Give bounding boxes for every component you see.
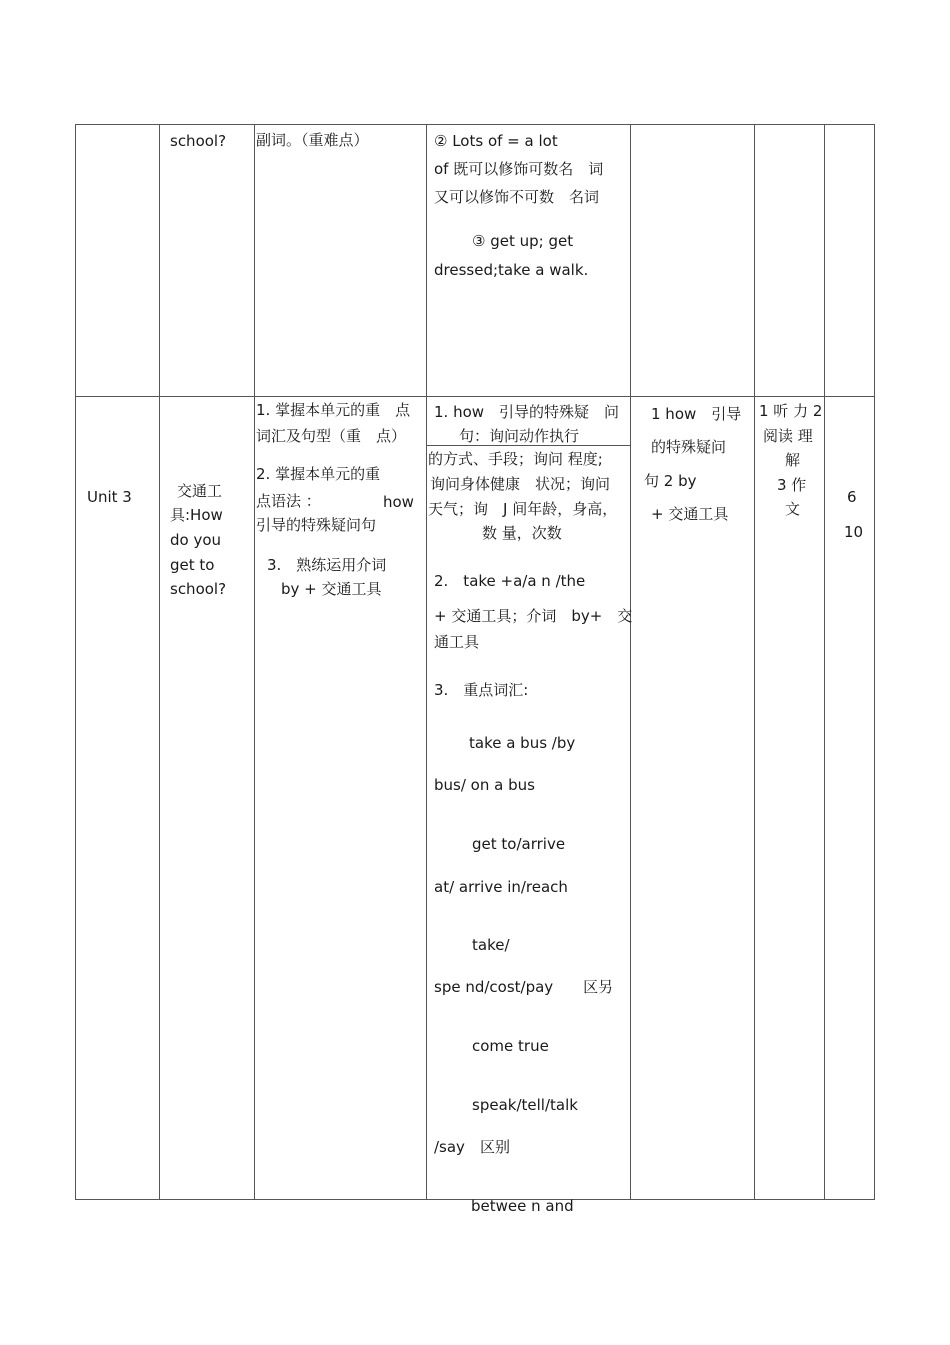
unit-title-line: school? xyxy=(170,580,227,598)
row1-title: school? xyxy=(170,132,227,150)
column-divider xyxy=(630,124,631,1200)
skill-line: 3 作 xyxy=(777,476,807,494)
objective-line: 点语法 ： xyxy=(256,492,321,510)
point-line: 3. 重点词汇: xyxy=(434,681,529,699)
row1-point: 又可以修饰不可数 名词 xyxy=(434,188,600,206)
point-line: + 交通工具；介词 by+ 交 xyxy=(434,607,633,625)
column-divider xyxy=(254,124,255,1200)
hours-value: 6 xyxy=(847,488,857,506)
column-divider xyxy=(754,124,755,1200)
unit-title-line: 交通工 xyxy=(177,482,223,500)
row-divider xyxy=(75,396,875,397)
objective-line: 3. 熟练运用介词 xyxy=(267,556,387,574)
difficulty-line: 1 how 引导 xyxy=(651,405,742,423)
points-inner-divider xyxy=(427,445,630,446)
row1-point: ② Lots of = a lot xyxy=(434,132,558,150)
skill-line: 1 听 力 2 xyxy=(759,402,823,420)
difficulty-line: + 交通工具 xyxy=(651,505,729,523)
difficulty-line: 句 2 by xyxy=(644,472,697,490)
column-divider xyxy=(824,124,825,1200)
objective-line: how xyxy=(383,493,414,511)
point-line: at/ arrive in/reach xyxy=(434,878,568,896)
hours-value: 10 xyxy=(844,523,864,541)
point-line: 2. take +a/a n /the xyxy=(434,572,586,590)
skill-line: 阅读 理 xyxy=(763,427,813,445)
point-line: 1. how 引导的特殊疑 问 xyxy=(434,403,620,421)
unit-label: Unit 3 xyxy=(87,488,132,506)
table-border-top xyxy=(75,124,875,125)
point-line: 句：询问动作执行 xyxy=(459,427,580,445)
point-line: 通工具 xyxy=(434,633,480,651)
column-divider xyxy=(874,124,875,1200)
objective-line: 1. 掌握本单元的重 点 xyxy=(256,401,411,419)
point-line: get to/arrive xyxy=(472,835,566,853)
point-line: 天气；询 J 间年龄，身高， xyxy=(428,500,618,518)
objective-line: 2. 掌握本单元的重 xyxy=(256,465,381,483)
row1-point: dressed;take a walk. xyxy=(434,261,589,279)
column-divider xyxy=(426,124,427,1200)
objective-line: 词汇及句型（重 点） xyxy=(256,427,407,445)
objective-line: by + 交通工具 xyxy=(281,580,382,598)
skill-line: 解 xyxy=(785,451,801,469)
point-line: take a bus /by xyxy=(469,734,576,752)
column-divider xyxy=(159,124,160,1200)
unit-title-line: get to xyxy=(170,556,215,574)
point-line: speak/tell/talk xyxy=(472,1096,578,1114)
objective-line: 引导的特殊疑问句 xyxy=(256,516,377,534)
point-line: take/ xyxy=(472,936,510,954)
point-line: betwee n and xyxy=(471,1197,574,1215)
difficulty-line: 的特殊疑问 xyxy=(651,438,727,456)
point-line: spe nd/cost/pay 区另 xyxy=(434,978,614,996)
row1-point: ③ get up; get xyxy=(472,232,574,250)
point-line: 的方式、手段；询问 程度; xyxy=(428,450,603,468)
point-line: 数 量，次数 xyxy=(482,524,562,542)
point-line: come true xyxy=(472,1037,549,1055)
row1-point: of 既可以修饰可数名 词 xyxy=(434,160,604,178)
unit-title-line: 具:How xyxy=(170,506,223,524)
unit-title-line: do you xyxy=(170,531,222,549)
skill-line: 文 xyxy=(785,500,801,518)
column-divider xyxy=(75,124,76,1200)
row1-objective: 副词。（重难点） xyxy=(256,131,369,149)
point-line: /say 区别 xyxy=(434,1138,510,1156)
point-line: 询问身体健康 状况；询问 xyxy=(430,475,611,493)
point-line: bus/ on a bus xyxy=(434,776,535,794)
